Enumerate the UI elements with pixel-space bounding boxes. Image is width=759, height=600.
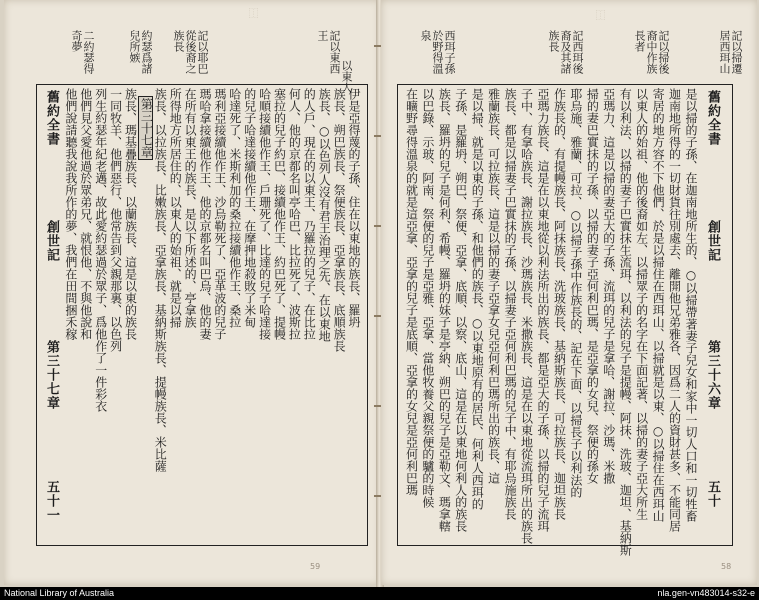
page-chapter: 第三十六章 <box>705 340 720 410</box>
text-column: 有以利法、以掃的妻子巴實抹生流珥、以利法的兒子是提幔、阿抹、洗玻、迦坦、基納斯 <box>618 88 633 556</box>
text-column: 塞拉的兒子約巴、接續他作王、約巴死了、提幔 <box>272 88 287 340</box>
text-column: 族長、○以色列人沒有君王治理之先、在以東地 <box>317 88 332 342</box>
text-column: 以巴錄、示玻、阿南、祭便的兒子是亞雅、亞拿、當他牧養父親祭便的驢的時候 <box>420 88 435 508</box>
page-chapter: 第三十七章 <box>44 340 59 410</box>
page-number: 五十一 <box>44 480 59 522</box>
header-note: 記以掃遷居西珥山 <box>718 30 743 74</box>
margin-note-left: 以東人 <box>340 60 353 93</box>
text-column: 的人戶、現在的以東王、乃羅拉的兒子、在比拉 <box>302 88 317 340</box>
text-column: 哈達死了、米斯利加的桑拉接續他作王、桑拉 <box>227 88 242 328</box>
text-column: 何人、他的京都名叫亭哈巴、比拉死了、波斯拉 <box>287 88 302 340</box>
text-column: 所得地方所居住的、以東人的始祖、就是以掃 <box>168 88 183 328</box>
text-column: 耶烏施、雅蘭、可拉、○以掃子孫中作族長的、記在下面、以掃長子以利法的 <box>568 88 583 498</box>
page-section: 創世記 <box>44 220 59 262</box>
text-column: 寄居的地方容不下他們、於是以掃住在西珥山、以掃就是以東、○以掃住在西珥山 <box>651 88 666 522</box>
page-title: 舊約全書 <box>705 90 720 146</box>
text-column: 是以掃的子孫、在迦南地所生的、○以掃帶著妻子兒女和家中一切人口和一切牲畜 <box>683 88 698 522</box>
text-column: 亞瑪力族長、這是在以東地從以利法所出的族長、都是亞大的子孫、以掃的兒子流珥 <box>535 88 550 532</box>
text-column: 他們說請聽我說我所作的夢、我們在田間捆禾稼 <box>63 88 78 340</box>
page-title: 舊約全書 <box>44 90 59 146</box>
text-column: 族長、瑪基疊族長、以蘭族長、這是以東的族長 <box>123 88 138 340</box>
ghost-text-right: ⿰ <box>593 10 604 20</box>
text-column: 子中、有拿哈族長、謝拉族長、沙瑪族長、米撒族長、這是在以東地從流珥所出的族長 <box>519 88 534 544</box>
footer-bar <box>0 587 759 600</box>
header-note: 記以東西王 <box>316 30 341 74</box>
text-column: 是以掃、就是以東的子孫、和他們的族長、○以東地原有的居民、何利人西珥的 <box>470 88 485 510</box>
text-column: 瑪哈拿接續他作王、他的京都名叫巴烏、他的妻 <box>197 88 212 340</box>
header-note: 記西珥後裔及其諸族長 <box>547 30 584 74</box>
header-note: 記以掃後裔中作族長者 <box>633 30 670 74</box>
text-column: 族長、羅坍的兒子是何利、希幔、羅坍的妹子是亭納、朔巴的兒子是亞勒文、瑪拿轄 <box>437 88 452 532</box>
right-page <box>381 0 757 585</box>
text-column: 瑪利亞接續他作王、沙烏勒死了、亞革波的兒子 <box>212 88 227 340</box>
text-column: 一同牧羊、他們惡行、他常告到父親那裏、以色列 <box>108 88 123 352</box>
text-column: 的兒子哈達接續他作王、在摩押地殺敗了米甸 <box>242 88 257 328</box>
text-column: 亞瑪力、這是以掃的妻亞大的子孫、流珥的兒子是拿哈、謝拉、沙瑪、米撒 <box>601 88 616 484</box>
page-section: 創世記 <box>705 220 720 262</box>
text-column: 在所有以東王的族長、是以下所述的、亭拿族 <box>183 88 198 328</box>
footer-identifier: nla.gen-vn483014-s32-e <box>657 588 755 598</box>
text-column: 在曠野尋得溫泉的就是這亞拿、亞拿的兒子是底順、亞拿的女兒是亞何利巴瑪 <box>404 88 419 496</box>
text-column: 族長、都是以掃妻子巴實抹的子孫、以掃妻子亞何利巴瑪的兒子中、有耶烏施族長 <box>503 88 518 520</box>
header-note: 記以耶巴從後裔之族長 <box>172 30 209 74</box>
text-column: 哈順接續他作王、戶珊死了、比達的兒子哈達接 <box>257 88 272 340</box>
text-column: 以東人的始祖、他的後裔如左、以掃眾子的名字在下面記著、以掃的妻子亞大所生 <box>634 88 649 520</box>
page-stamp-left: 59 <box>310 562 321 571</box>
text-column: 子孫、是羅坍、朔巴、祭便、亞拿、底順、以察、底山、這是在以東地何利人的族長 <box>453 88 468 532</box>
left-page <box>4 0 380 585</box>
text-column: 伊是亞得蔑的子孫、住在以東地的族長、羅坍 <box>346 88 361 328</box>
page-stamp-right: 58 <box>721 562 732 571</box>
text-column: 迦南地所得的一切財貨往別處去、離開他兄弟雅各、因爲二人的資財甚多、不能同居 <box>667 88 682 532</box>
header-note: 西珥子孫於野得溫泉 <box>419 30 456 74</box>
chapter-heading: 第三十七章 <box>139 98 154 158</box>
text-column: 族長、以拉族長、比嫩族長、亞拿族長、基納斯族長、提幔族長、米比薩 <box>153 88 168 472</box>
text-column: 他們見父愛他過於眾弟兄、就恨他、不與他說和 <box>78 88 93 340</box>
text-column: 雅蘭族長、可拉族長、這是以掃的妻子亞拿女兒亞何利巴瑪所出的族長、這 <box>486 88 501 484</box>
header-note: 二約瑟得奇夢 <box>70 30 95 74</box>
text-column: 列生約瑟年紀老邁、故此愛約瑟過於眾子、爲他作了一件彩衣 <box>93 88 108 412</box>
page-number: 五十 <box>705 480 720 508</box>
footer-source: National Library of Australia <box>4 588 115 598</box>
header-note: 約瑟爲諸兒所嫉 <box>128 30 153 74</box>
text-column: 族長、朔巴族長、祭便族長、亞拿族長、底順族長 <box>332 88 347 352</box>
text-column: 掃的妻巴實抹的子孫、以掃的妻子亞何利巴瑪、是亞拿的女兒、祭便的孫女 <box>585 88 600 484</box>
text-column: 作族長的、有提幔族長、阿抹族長、洗玻族長、基納斯族長、可拉族長、迦坦族長 <box>552 88 567 520</box>
ghost-text-left: ⿰ <box>246 8 257 18</box>
